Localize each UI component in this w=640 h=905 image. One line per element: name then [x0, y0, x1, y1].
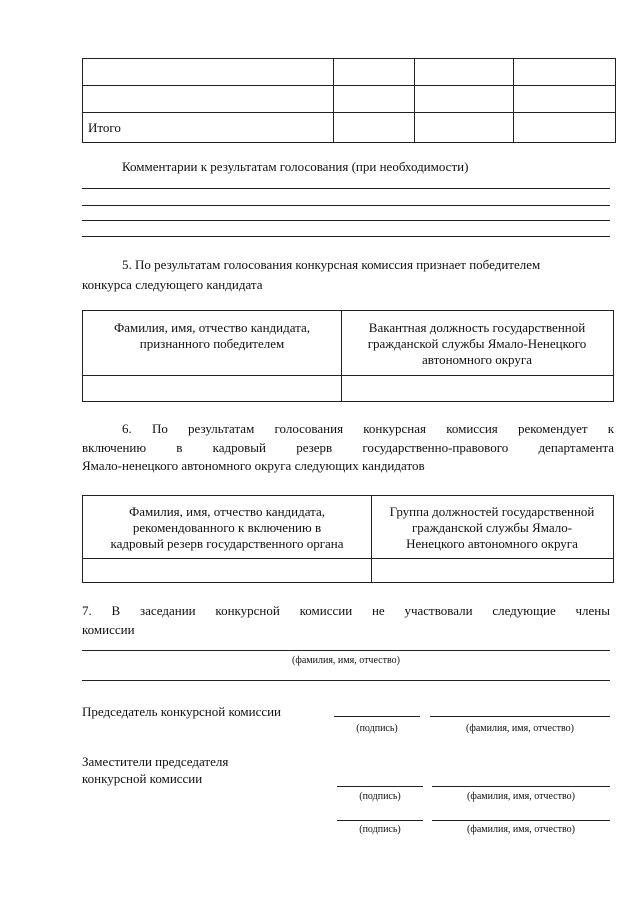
absent-members-caption: (фамилия, имя, отчество): [292, 655, 400, 666]
table-cell: [514, 59, 616, 86]
table-cell: [514, 86, 616, 113]
fio-caption: (фамилия, имя, отчество): [466, 723, 574, 734]
section6-line3: Ямало-ненецкого автономного округа следующих кандидатов: [82, 458, 425, 473]
table-cell: [334, 59, 415, 86]
winner-table: [82, 310, 614, 402]
fio-line: [432, 820, 610, 821]
chairman-label: Председатель конкурсной комиссии: [82, 704, 282, 719]
comment-line: [82, 205, 610, 206]
candidate-name-header: Фамилия, имя, отчество кандидата, рекомендованного к включению в кадровый резерв государственного органа: [110, 504, 344, 551]
signature-line: [334, 716, 420, 717]
section5-line2: конкурса следующего кандидата: [82, 277, 263, 292]
table-divider: [83, 375, 613, 376]
absent-members-line: [82, 680, 610, 681]
table-cell: [83, 59, 334, 86]
table-cell: [415, 86, 514, 113]
table-cell: [334, 113, 415, 143]
table-row: [83, 113, 616, 143]
comment-line: [82, 188, 610, 189]
position-group-header: Группа должностей государственной гражданской службы Ямало- Ненецкого автономного округа: [389, 504, 595, 551]
section7-line2: комиссии: [82, 622, 135, 637]
table-cell: [415, 113, 514, 143]
section7-line1: 7. В заседании конкурсной комиссии не участвовали следующие члены: [82, 603, 610, 618]
table-cell: [415, 59, 514, 86]
votes-table: [82, 58, 616, 143]
total-label: Итого: [88, 119, 121, 135]
comments-label: Комментарии к результатам голосования (при необходимости): [122, 159, 469, 174]
section6-line2: включению в кадровый резерв государственно-правового департамента: [82, 440, 615, 455]
fio-caption: (фамилия, имя, отчество): [467, 824, 575, 835]
table-cell: [334, 86, 415, 113]
fio-line: [432, 786, 610, 787]
comment-line: [82, 220, 610, 221]
absent-members-line: [82, 650, 610, 651]
section5-line1: 5. По результатам голосования конкурсная комиссия признает победителем: [122, 257, 541, 272]
deputies-label-line2: конкурсной комиссии: [82, 771, 203, 786]
signature-line: [337, 786, 423, 787]
fio-line: [430, 716, 610, 717]
table-row: [83, 86, 616, 113]
deputies-label-line1: Заместители председателя: [82, 754, 229, 769]
comment-line: [82, 236, 610, 237]
table-cell: [514, 113, 616, 143]
total-label-cell: [83, 113, 334, 143]
table-divider: [83, 558, 613, 559]
vacancy-header: Вакантная должность государственной гражданской службы Ямало-Ненецкого автономного округа: [367, 320, 587, 367]
winner-name-header: Фамилия, имя, отчество кандидата, признанного победителем: [113, 320, 311, 351]
signature-caption: (подпись): [359, 791, 401, 802]
section6-line1: 6. По результатам голосования конкурсная комиссия рекомендует к: [122, 421, 615, 436]
table-cell: [83, 86, 334, 113]
reserve-table: [82, 495, 614, 583]
table-row: [83, 59, 616, 86]
signature-line: [337, 820, 423, 821]
fio-caption: (фамилия, имя, отчество): [467, 791, 575, 802]
signature-caption: (подпись): [356, 723, 398, 734]
signature-caption: (подпись): [359, 824, 401, 835]
